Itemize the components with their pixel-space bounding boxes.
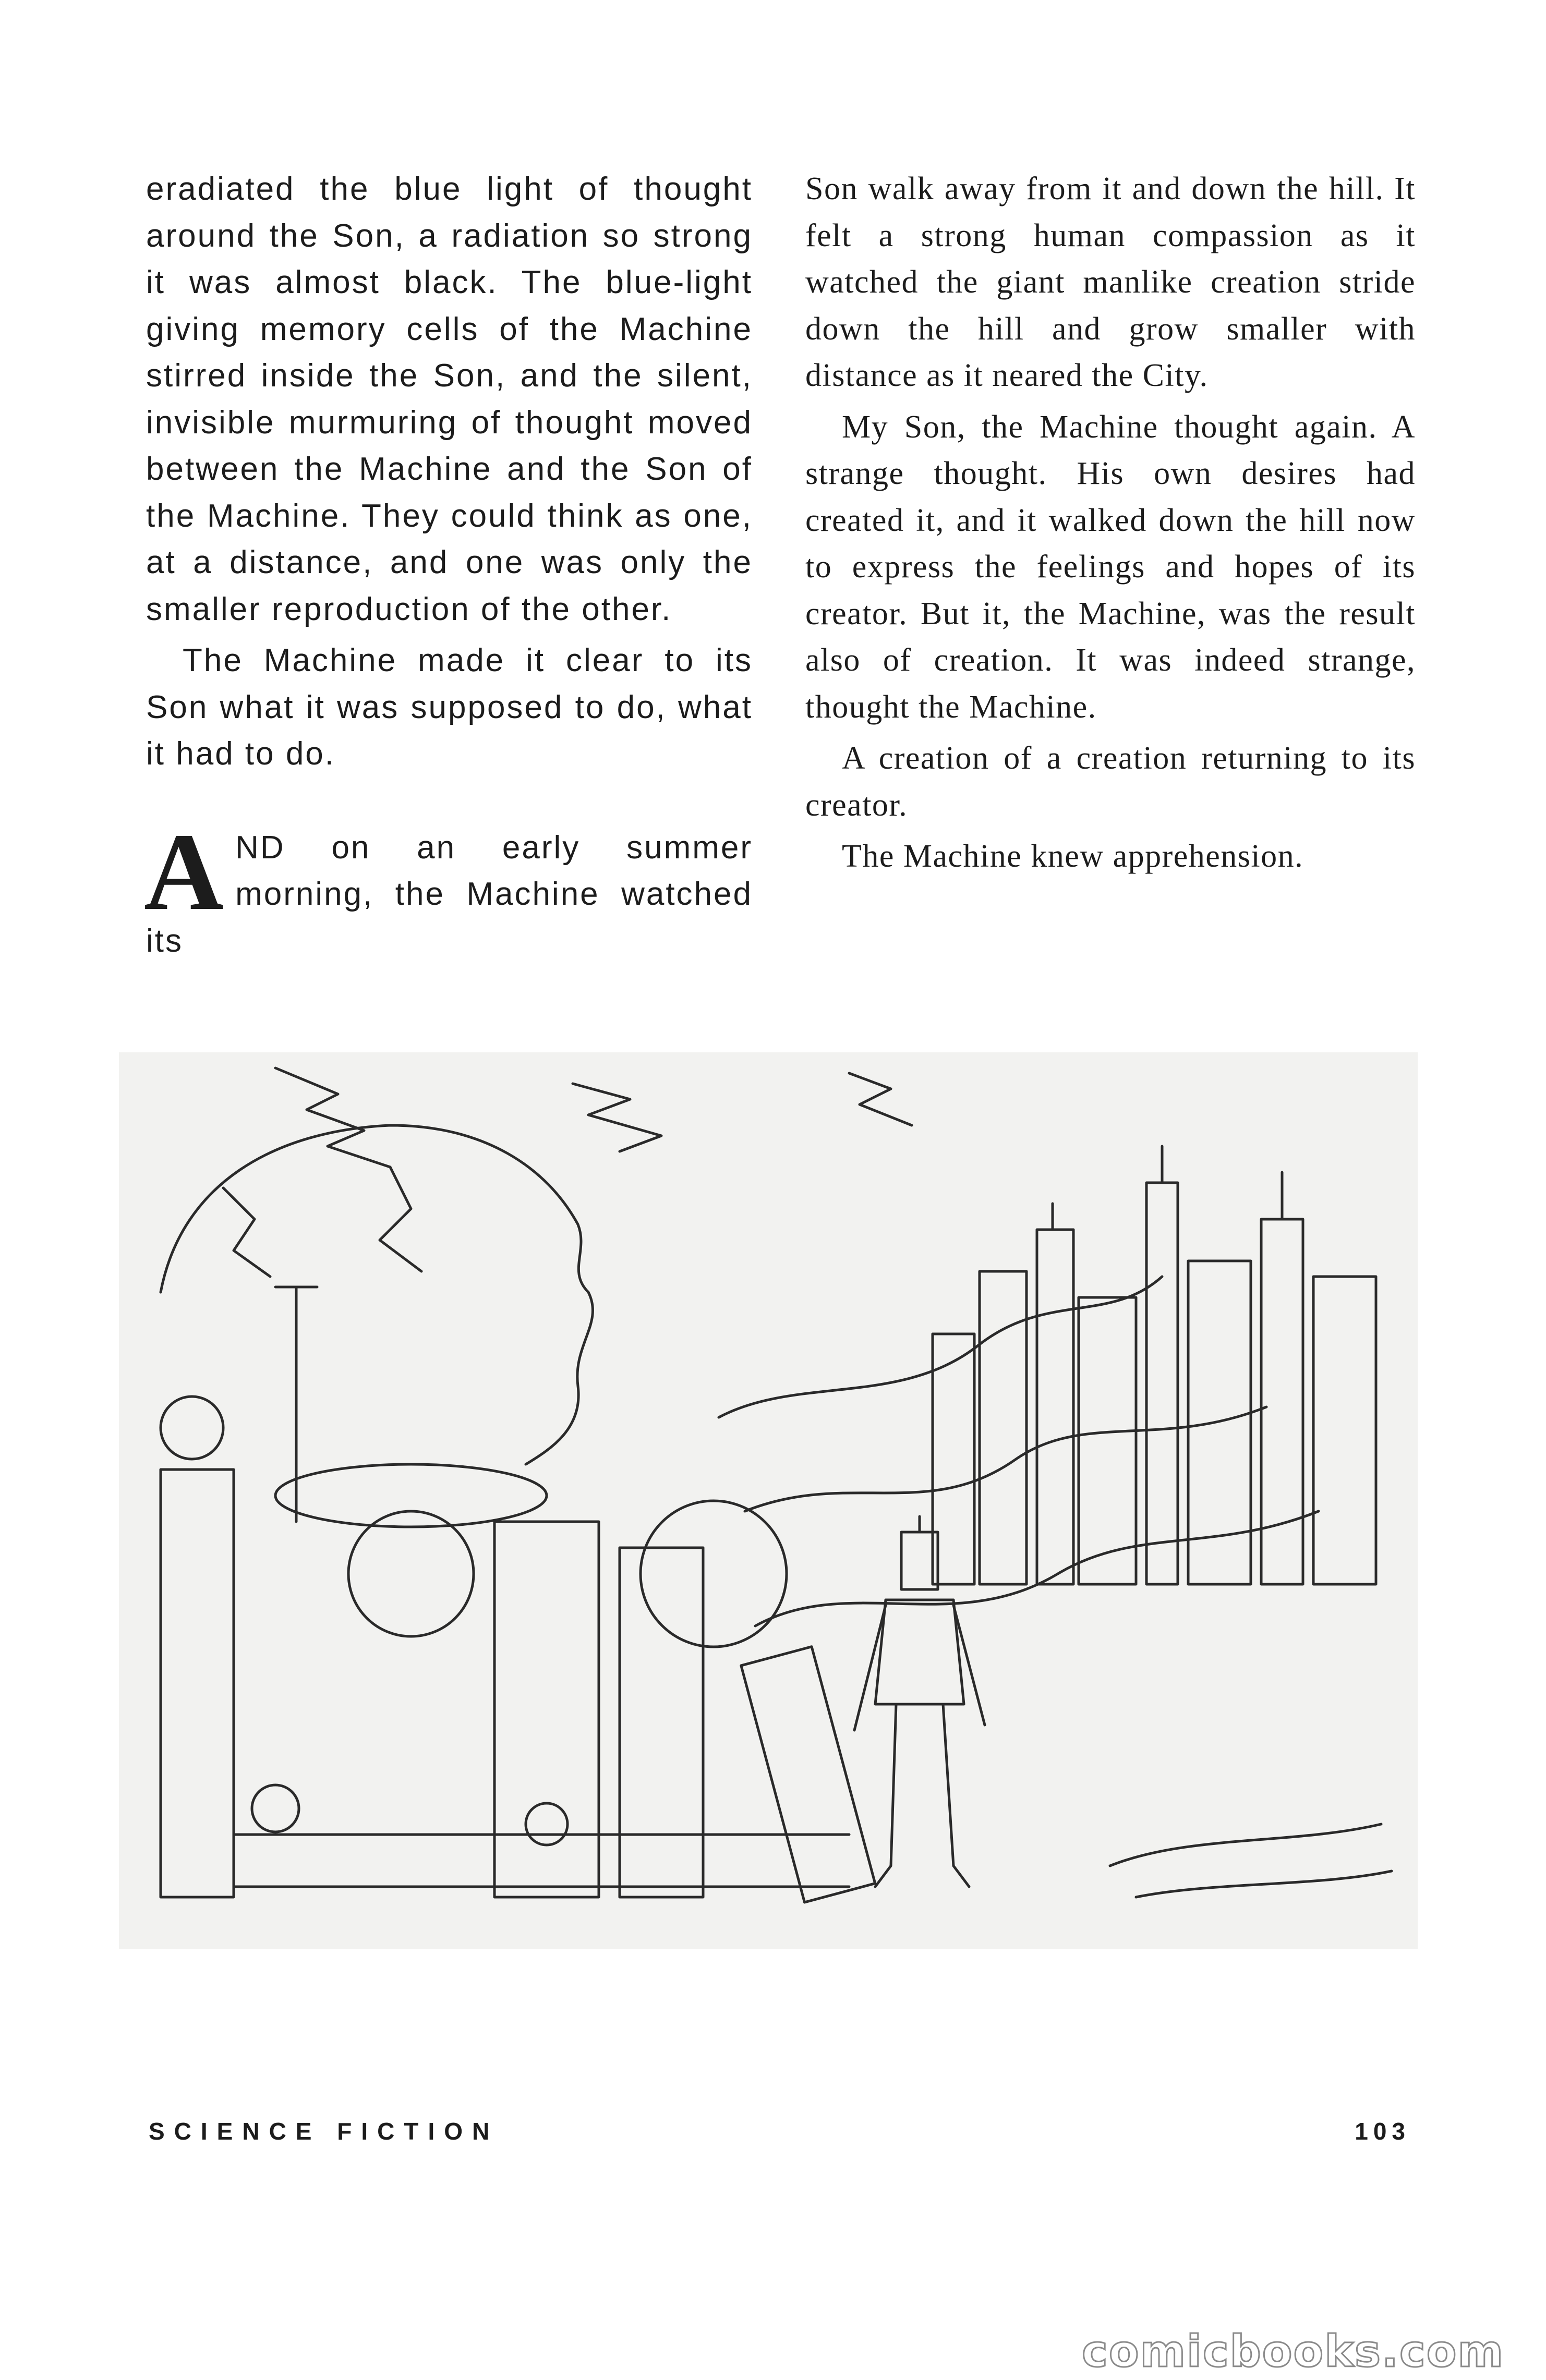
- machine-dome: [161, 1125, 593, 1464]
- right-paragraph-1: Son walk away from it and down the hill. It felt a strong human compassion as it watched the giant manlike creation stride down the hill and grow smaller with distance as it neared the City.: [805, 171, 1416, 393]
- lightning-bolt: [275, 1068, 390, 1167]
- river: [719, 1277, 1266, 1511]
- right-column: [805, 166, 1416, 885]
- robot-son-figure: [854, 1516, 985, 1887]
- left-paragraph-1: eradiated the blue light of thought around the Son, a radiation so strong it was almost black. The blue-light giving memory cells of the Machine stirred inside the Son, and the silent, invisible murmuring of thought moved between the Machine and the Son of the Machine. They could think as one, at a distance, and one was only the smaller reproduction of the other.: [146, 171, 753, 627]
- right-paragraph-4: The Machine knew apprehension.: [842, 839, 1304, 874]
- drop-cap: A: [144, 810, 224, 933]
- dome-cracks: [223, 1167, 421, 1277]
- right-paragraph-3: A creation of a creation returning to its creator.: [805, 740, 1416, 823]
- left-paragraph-2: The Machine made it clear to its Son what it was supposed to do, what it had to do.: [146, 642, 753, 772]
- footer-page-number: 103: [1355, 2118, 1410, 2145]
- lightning-bolt-2: [573, 1084, 661, 1151]
- watermark: comicbooks.com: [1082, 2326, 1504, 2377]
- machine-city-illustration: [119, 1052, 1418, 1949]
- machinery: [161, 1287, 875, 1902]
- city-skyline: [933, 1146, 1376, 1584]
- lightning-bolt-3: [849, 1073, 912, 1125]
- footer-magazine-title: SCIENCE FICTION: [149, 2118, 499, 2145]
- left-paragraph-3: ND on an early summer morning, the Machine watched its: [146, 829, 753, 959]
- right-paragraph-2: My Son, the Machine thought again. A strange thought. His own desires had created it, and it walked down the hill now to express the feelings and hopes of its creator. But it, the Machine, was the result also of creation. It was indeed strange, thought the Machine.: [805, 409, 1416, 725]
- left-column: [146, 166, 753, 969]
- shore: [1110, 1824, 1392, 1897]
- section-start: [144, 810, 753, 965]
